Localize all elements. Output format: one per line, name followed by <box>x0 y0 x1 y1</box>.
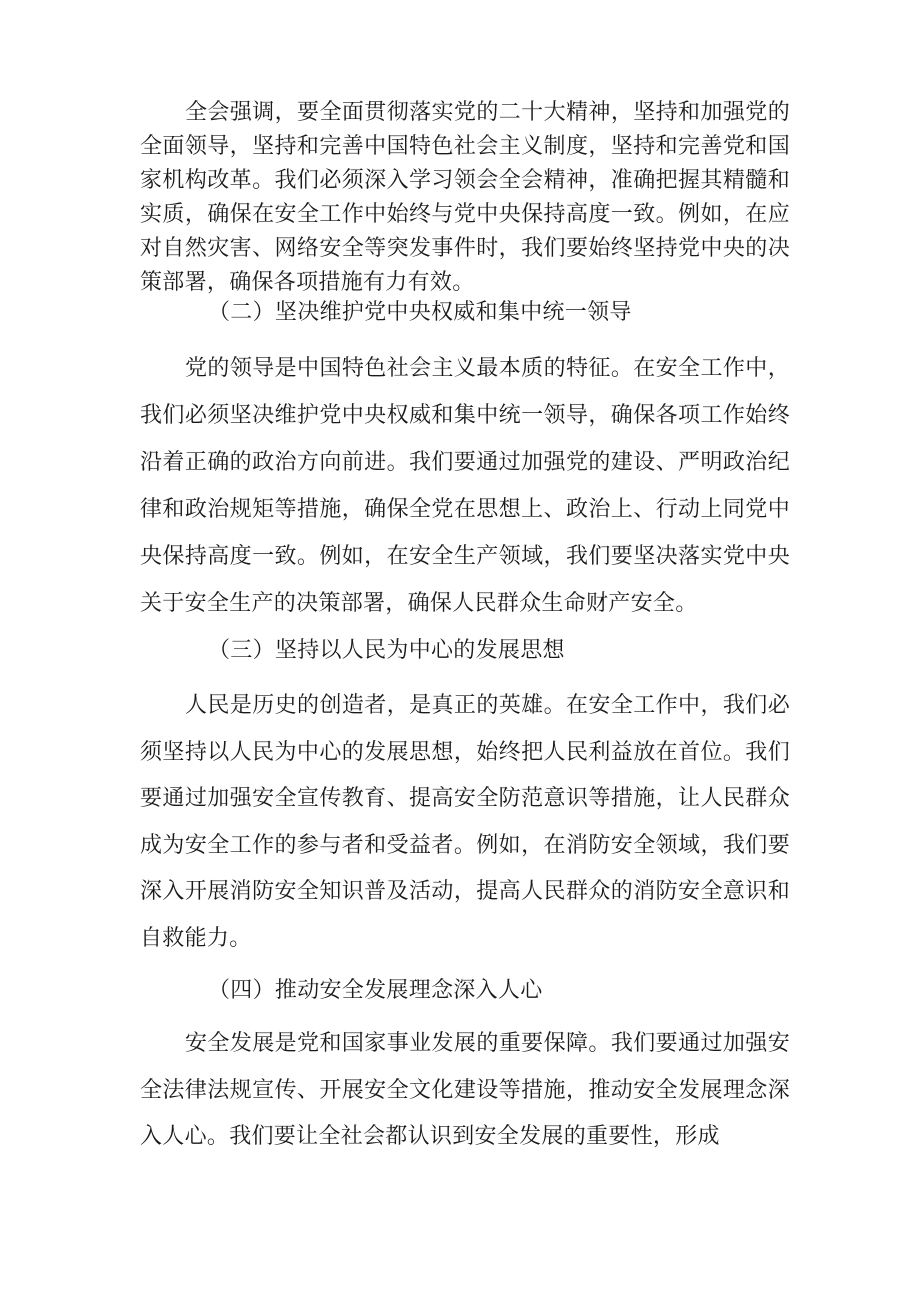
section-heading-2: （二）坚决维护党中央权威和集中统一领导 <box>208 300 632 325</box>
section-heading-4: （四）推动安全发展理念深入人心 <box>208 978 543 1003</box>
section-heading-3: （三）坚持以人民为中心的发展思想 <box>208 638 565 663</box>
paragraph-people-centered: 人民是历史的创造者，是真正的英雄。在安全工作中，我们必须坚持以人民为中心的发展思想，始终把人民利益放在首位。我们要通过加强安全宣传教育、提高安全防范意识等措施，让人民群众成为安全工作的参与者和受益者。例如，在消防安全领域，我们要深入开展消防安全知识普及活动，提高人民群众的消防安全意识和自救能力。 <box>140 693 790 951</box>
paragraph-party-leadership: 党的领导是中国特色社会主义最本质的特征。在安全工作中，我们必须坚决维护党中央权威和集中统一领导，确保各项工作始终沿着正确的政治方向前进。我们要通过加强党的建设、严明政治纪律和政治规矩等措施，确保全党在思想上、政治上、行动上同党中央保持高度一致。例如，在安全生产领域，我们要坚决落实党中央关于安全生产的决策部署，确保人民群众生命财产安全。 <box>140 356 790 616</box>
paragraph-safety-development: 安全发展是党和国家事业发展的重要保障。我们要通过加强安全法律法规宣传、开展安全文化建设等措施，推动安全发展理念深入人心。我们要让全社会都认识到安全发展的重要性，形成 <box>140 1031 790 1149</box>
paragraph-plenary-emphasis: 全会强调，要全面贯彻落实党的二十大精神，坚持和加强党的全面领导，坚持和完善中国特色社会主义制度，坚持和完善党和国家机构改革。我们必须深入学习领会全会精神，准确把握其精髓和实质，确保在安全工作中始终与党中央保持高度一致。例如，在应对自然灾害、网络安全等突发事件时，我们要始终坚持党中央的决策部署，确保各项措施有力有效。 <box>140 100 790 295</box>
